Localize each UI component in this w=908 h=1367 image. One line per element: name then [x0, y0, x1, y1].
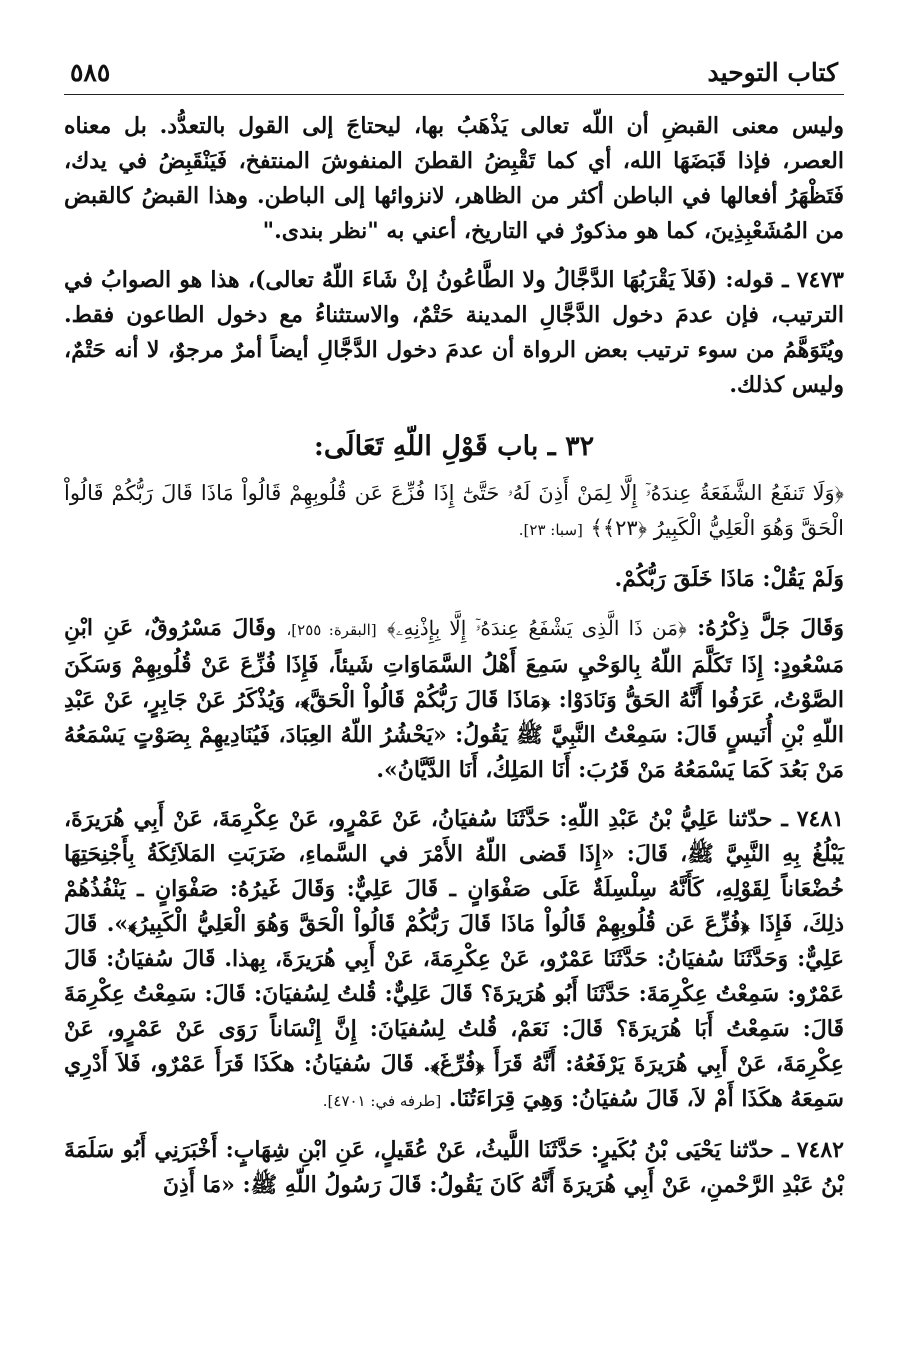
hadith-text: ـ حدّثنا عَلِيُّ بْنُ عَبْدِ اللّهِ: حَدَّثَنَا سُفيَانُ، عَنْ عَمْرٍو، عَنْ عِكْرِمَةَ، عَنْ أَبِي هُرَيرَةَ، يَبْلُغُ بِهِ النَّبِيَّ ﷺ، قَالَ: «إِذَا قَضى اللّهُ الأَمْرَ في السَّماءِ، ضَرَبَتِ المَلاَئِكَةُ بِأَجْنِحَتِهَا خُضْعَاناً لِقَوْلِهِ، كَأَنَّهُ سِلْسِلَةٌ عَلَى صَفْوَانٍ ـ قَالَ عَلِيٌّ: وَقَالَ غَيرُهُ: صَفْوَانٍ ـ يَنْفُذُهُمْ ذلِكَ، فَإِذَا ﴿فُزِّعَ عَن قُلُوبِهِمْ قَالُواْ مَاذَا قَالَ رَبُّكُمْ قَالُواْ الْحَقَّ وَهُوَ الْعَلِيُّ الْكَبِيرُ﴾». قَالَ عَلِيٌّ: وَحَدَّثَنَا سُفيَانُ: حَدَّثَنَا عَمْرٌو، عَنْ عِكْرِمَةَ، عَنْ أَبِي هُرَيرَةَ، بِهذا. قَالَ سُفيَانُ: قَالَ عَمْرٌو: سَمِعْتُ عِكْرِمَةَ: حَدَّثَنَا أَبُو هُرَيرَةَ؟ قَالَ عَلِيٌّ: قُلتُ لِسُفيَانَ: قَالَ: سَمِعْتُ عِكْرِمَةَ قَالَ: سَمِعْتُ أَبَا هُرَيرَةَ؟ قَالَ: نَعَمْ، قُلتُ لِسُفيَانَ: إِنَّ إِنْسَاناً رَوَى عَنْ عَمْرٍو، عَنْ عِكْرِمَةَ، عَنْ أَبِي هُرَيرَةَ يَرْفَعُهُ: أَنَّهُ قَرَأَ ﴿فُرِّغَ﴾. قَالَ سُفيَانُ: هكَذَا قَرَأَ عَمْرٌو، فَلاَ أَدْرِي سَمِعَهُ هكَذَا أَمْ لاَ، قَالَ سُفيَانُ: وَهِيَ قِرَاءَتُنَا. — [64, 806, 844, 1113]
comment-lead: ـ قوله: (فَلاَ يَقْرَبُهَا الدَّجَّالُ ولا الطَّاعُونُ إنْ شَاءَ اللّهُ تعالى)، — [247, 267, 789, 293]
hadith-text: ـ حدّثنا يَحْيَى بْنُ بُكَيرٍ: حَدَّثَنَا اللَّيثُ، عَنْ عُقَيلٍ، عَنِ ابْنِ شِهَابٍ: أَخْبَرَنِي أَبُو سَلَمَةَ بْنُ عَبْدِ الرَّحْمنِ، عَنْ أَبِي هُرَيرَةَ أَنَّهُ كَانَ يَقُولُ: قَالَ رَسُولُ اللّهِ ﷺ: «مَا أَذِنَ — [64, 1137, 844, 1199]
page-content — [64, 95, 844, 1203]
hadith-reference: [طرفه في: ٤٧٠١]. — [322, 1092, 442, 1111]
jalla-text-start: وَقَالَ جَلَّ ذِكْرُهُ: — [697, 615, 844, 642]
quran-verse-block — [64, 476, 844, 548]
hadith-7481 — [64, 802, 844, 1119]
hadith-number: ٧٤٨٢ — [796, 1137, 844, 1164]
jalla-dhikruhu-paragraph — [64, 611, 844, 788]
comment-7473 — [64, 263, 844, 403]
book-title: كتاب التوحيد — [707, 58, 838, 87]
jalla-verse: ﴿مَن ذَا الَّذِى يَشْفَعُ عِندَهُۥٓ إِلَّا بِإِذْنِهِۦ﴾ — [387, 616, 687, 641]
jalla-text-rest: وقَالَ مَسْرُوقٌ، عَنِ ابْنِ مَسْعُودٍ: إِذَا تَكَلَّمَ اللّهُ بِالوَحْيِ سَمِعَ أَهْلُ السَّمَاوَاتِ شَيئاً، فَإِذَا فُزِّعَ عَنْ قُلُوبِهِمْ وَسَكَنَ الصَّوْتُ، عَرَفُوا أَنَّهُ الحَقُّ وَنَادَوْا: ﴿مَاذَا قَالَ رَبُّكُمْ قَالُواْ الْحَقَّ﴾، وَيُذْكَرُ عَنْ جَابِرٍ، عَنْ عَبْدِ اللّهِ بْنِ أُنَيسٍ قَالَ: سَمِعْتُ النَّبِيَّ ﷺ يَقُولُ: «يَحْشُرُ اللّهُ العِبَادَ، فَيُنَادِيهِمْ بِصَوْتٍ يَسْمَعُهُ مَنْ بَعُدَ كَمَا يَسْمَعُهُ مَنْ قَرُبَ: أَنَا المَلِكُ، أَنَا الدَّيَّانُ». — [64, 615, 844, 784]
page-number: ٥٨٥ — [70, 58, 111, 87]
quran-reference: [سبا: ٢٣]. — [518, 521, 583, 540]
page-header — [64, 58, 844, 95]
comment-number: ٧٤٧٣ — [796, 267, 844, 293]
chapter-title: ٣٢ ـ باب قَوْلِ اللّهِ تَعَالَى: — [313, 431, 595, 462]
jalla-reference: [البقرة: ٢٥٥]، — [286, 621, 377, 640]
hadith-7482 — [64, 1133, 844, 1203]
quran-verse: ﴿وَلَا تَنفَعُ الشَّفَعَةُ عِندَهُۥٓ إِلَّا لِمَنْ أَذِنَ لَهُۥ حَتَّىٰٓ إِذَا فُزِّعَ عَن قُلُوبِهِمْ قَالُواْ مَاذَا قَالَ رَبُّكُمْ قَالُواْ الْحَقَّ وَهُوَ الْعَلِيُّ الْكَبِيرُ ﴿٢٣﴾﴾ — [64, 481, 844, 541]
hadith-number: ٧٤٨١ — [796, 806, 844, 833]
intro-paragraph: وليس معنى القبضِ أن اللّه تعالى يَذْهَبُ بها، ليحتاجَ إلى القول بالتعدُّد. بل معناه العصر، فإذا قَبَضَهَا الله، أي كما تَقْبِضُ القطنَ المنفوشَ المنتفخ، فَيَنْقَبِضُ في يدك، فَتَظْهَرُ أفعالها في الباطن أكثر من الظاهر، لانزوائها إلى الباطن. وهذا القبضُ كالقبض من المُشَعْبِذِينَ، كما هو مذكورٌ في التاريخ، أعني به "نظر بندى." — [64, 113, 844, 244]
comment-text: هذا هو الصوابُ في الترتيب، فإن عدمَ دخول الدَّجَّالِ المدينة حَتْمٌ، والاستثناءُ مع دخول الطاعون فقط. ويُتَوَهَّمُ من سوء ترتيب بعض الرواة أن عدمَ دخول الدَّجَّالِ أيضاً أمرٌ مرجوٌ، لا أنه حَتْمٌ، وليس كذلك. — [64, 267, 844, 398]
lam-yaqul-line: وَلَمْ يَقُلْ: مَاذَا خَلَقَ رَبُّكُمْ. — [614, 566, 844, 593]
